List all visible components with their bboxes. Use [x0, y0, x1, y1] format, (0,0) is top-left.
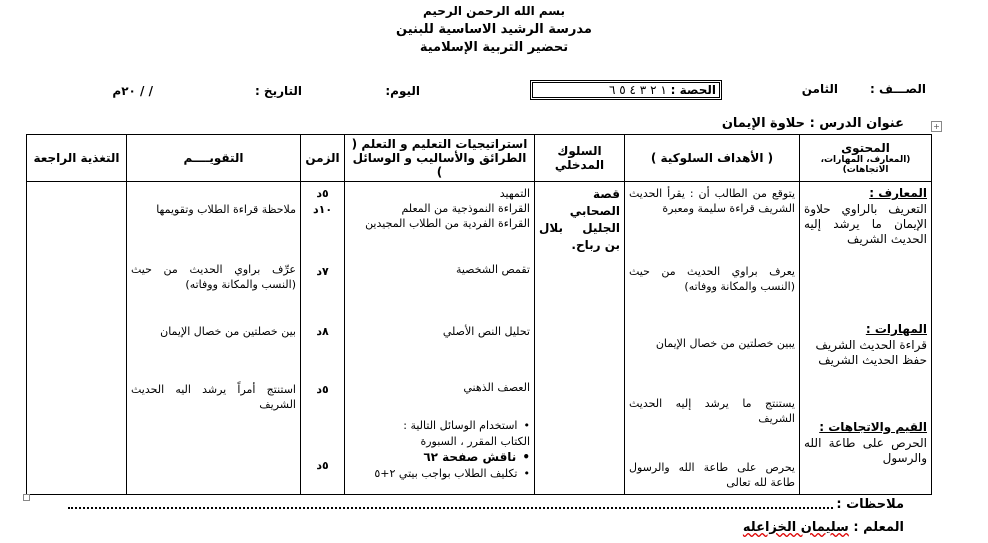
objective-2: يعرف براوي الحديث من حيث (النسب والمكانة ووفاته) [629, 265, 795, 293]
strategy-role-play: تقمص الشخصية [455, 263, 530, 276]
strategy-tools: • استخدام الوسائل التالية : [349, 418, 530, 433]
objective-4: يستنتج ما يرشد إليه الحديث الشريف [629, 397, 795, 425]
feedback-cell [27, 182, 127, 495]
table-resize-handle-icon[interactable] [23, 494, 30, 501]
entry-behavior-cell [535, 182, 625, 495]
evaluation-2: عرِّف براوي الحديث من حيث (النسب والمكانة ووفاته) [131, 263, 296, 291]
table-body-row [27, 182, 932, 495]
period-box [532, 82, 720, 98]
page-title: تحضير التربية الإسلامية [419, 40, 569, 55]
grade-label: الصـــف : [869, 82, 926, 96]
objective-1: يتوقع من الطالب أن : يقرأ الحديث الشريف قراءة سليمة ومعبرة [629, 187, 795, 215]
time-2: ١٠د [312, 203, 333, 216]
evaluation-1: ملاحظة قراءة الطلاب وتقويمها [156, 203, 296, 216]
time-1: ٥د [316, 187, 329, 200]
day-label: اليوم: [385, 84, 420, 98]
date-label: التاريخ : [254, 84, 302, 98]
header-objectives: ( الأهداف السلوكية ) [625, 135, 800, 182]
strategy-book-board: الكتاب المقرر ، السبورة [420, 435, 530, 448]
date-value: / / ٢٠م [112, 84, 153, 98]
strategy-individual-reading: القراءة الفردية من الطلاب المجيدين [365, 217, 530, 230]
period-label: الحصة : [670, 83, 716, 97]
header-strategies: استراتيجيات التعليم و التعلم ( الطرائق والأساليب و الوسائل ) [345, 135, 535, 182]
lesson-plan-table [26, 134, 932, 495]
teacher-label: المعلم : سليمان الخزاعله [742, 520, 904, 535]
period-numbers: ١ ٢ ٣ ٤ ٥ ٦ [608, 83, 667, 97]
values-title: القيم والاتجاهات : [819, 420, 927, 434]
objectives-cell [625, 182, 800, 495]
entry-behavior-text: قصة الصحابي الجليل بلال بن رباح. [539, 187, 620, 252]
basmala: بسم الله الرحمن الرحيم [422, 4, 566, 18]
time-cell [301, 182, 345, 495]
strategy-model-reading: القراءة النموذجية من المعلم [401, 202, 530, 215]
header-entry: السلوك المدخلي [535, 135, 625, 182]
evaluation-3: بين خصلتين من خصال الإيمان [160, 325, 296, 338]
objective-5: يحرص على طاعة الله والرسول طاعة لله تعالى [629, 461, 795, 489]
school-name: مدرسة الرشيد الاساسية للبنين [396, 22, 592, 37]
time-5: ٥د [316, 383, 329, 396]
strategy-homework: • تكليف الطلاب بواجب بيتي ٢+٥ [349, 466, 530, 481]
strategy-intro: التمهيد [499, 187, 530, 200]
time-4: ٨د [316, 325, 329, 338]
time-3: ٧د [316, 265, 329, 278]
evaluation-4: استنتج أمراً يرشد اليه الحديث الشريف [131, 383, 296, 411]
header-content: المحتوى (المعارف، المهارات، الاتجاهات) [800, 135, 932, 182]
header-time: الزمن [301, 135, 345, 182]
strategy-brainstorm: العصف الذهني [463, 381, 530, 394]
notes-dotted-line [68, 507, 833, 509]
teacher-name: سليمان الخزاعله [742, 520, 849, 535]
time-6: ٥د [316, 459, 329, 472]
objective-3: يبين خصلتين من خصال الإيمان [655, 337, 795, 350]
header-content-sub: (المعارف، المهارات، الاتجاهات) [820, 155, 911, 175]
lesson-title-label: عنوان الدرس : حلاوة الإيمان [721, 116, 904, 131]
knowledge-text: التعريف بالراوي حلاوة الإيمان ما يرشد إليه الحديث الشريف [804, 202, 927, 246]
strategy-text-analysis: تحليل النص الأصلي [442, 325, 530, 338]
lesson-title: حلاوة الإيمان [721, 116, 806, 131]
grade-value: الثامن [801, 82, 838, 96]
evaluation-cell [127, 182, 301, 495]
table-header-row [27, 135, 932, 182]
header-feedback: التغذية الراجعة [27, 135, 127, 182]
strategy-discuss-page: • ناقش صفحة ٦٢ [349, 450, 530, 465]
values-text: الحرص على طاعة الله والرسول [804, 436, 927, 465]
table-move-handle-icon[interactable]: + [931, 121, 942, 132]
skills-title: المهارات : [865, 322, 927, 336]
content-cell [800, 182, 932, 495]
strategies-cell [345, 182, 535, 495]
notes-label: ملاحظات : [836, 497, 904, 512]
header-evaluation: التقويــــم [127, 135, 301, 182]
knowledge-title: المعارف : [869, 186, 927, 200]
skills-text: قراءة الحديث الشريف حفظ الحديث الشريف [815, 338, 927, 367]
